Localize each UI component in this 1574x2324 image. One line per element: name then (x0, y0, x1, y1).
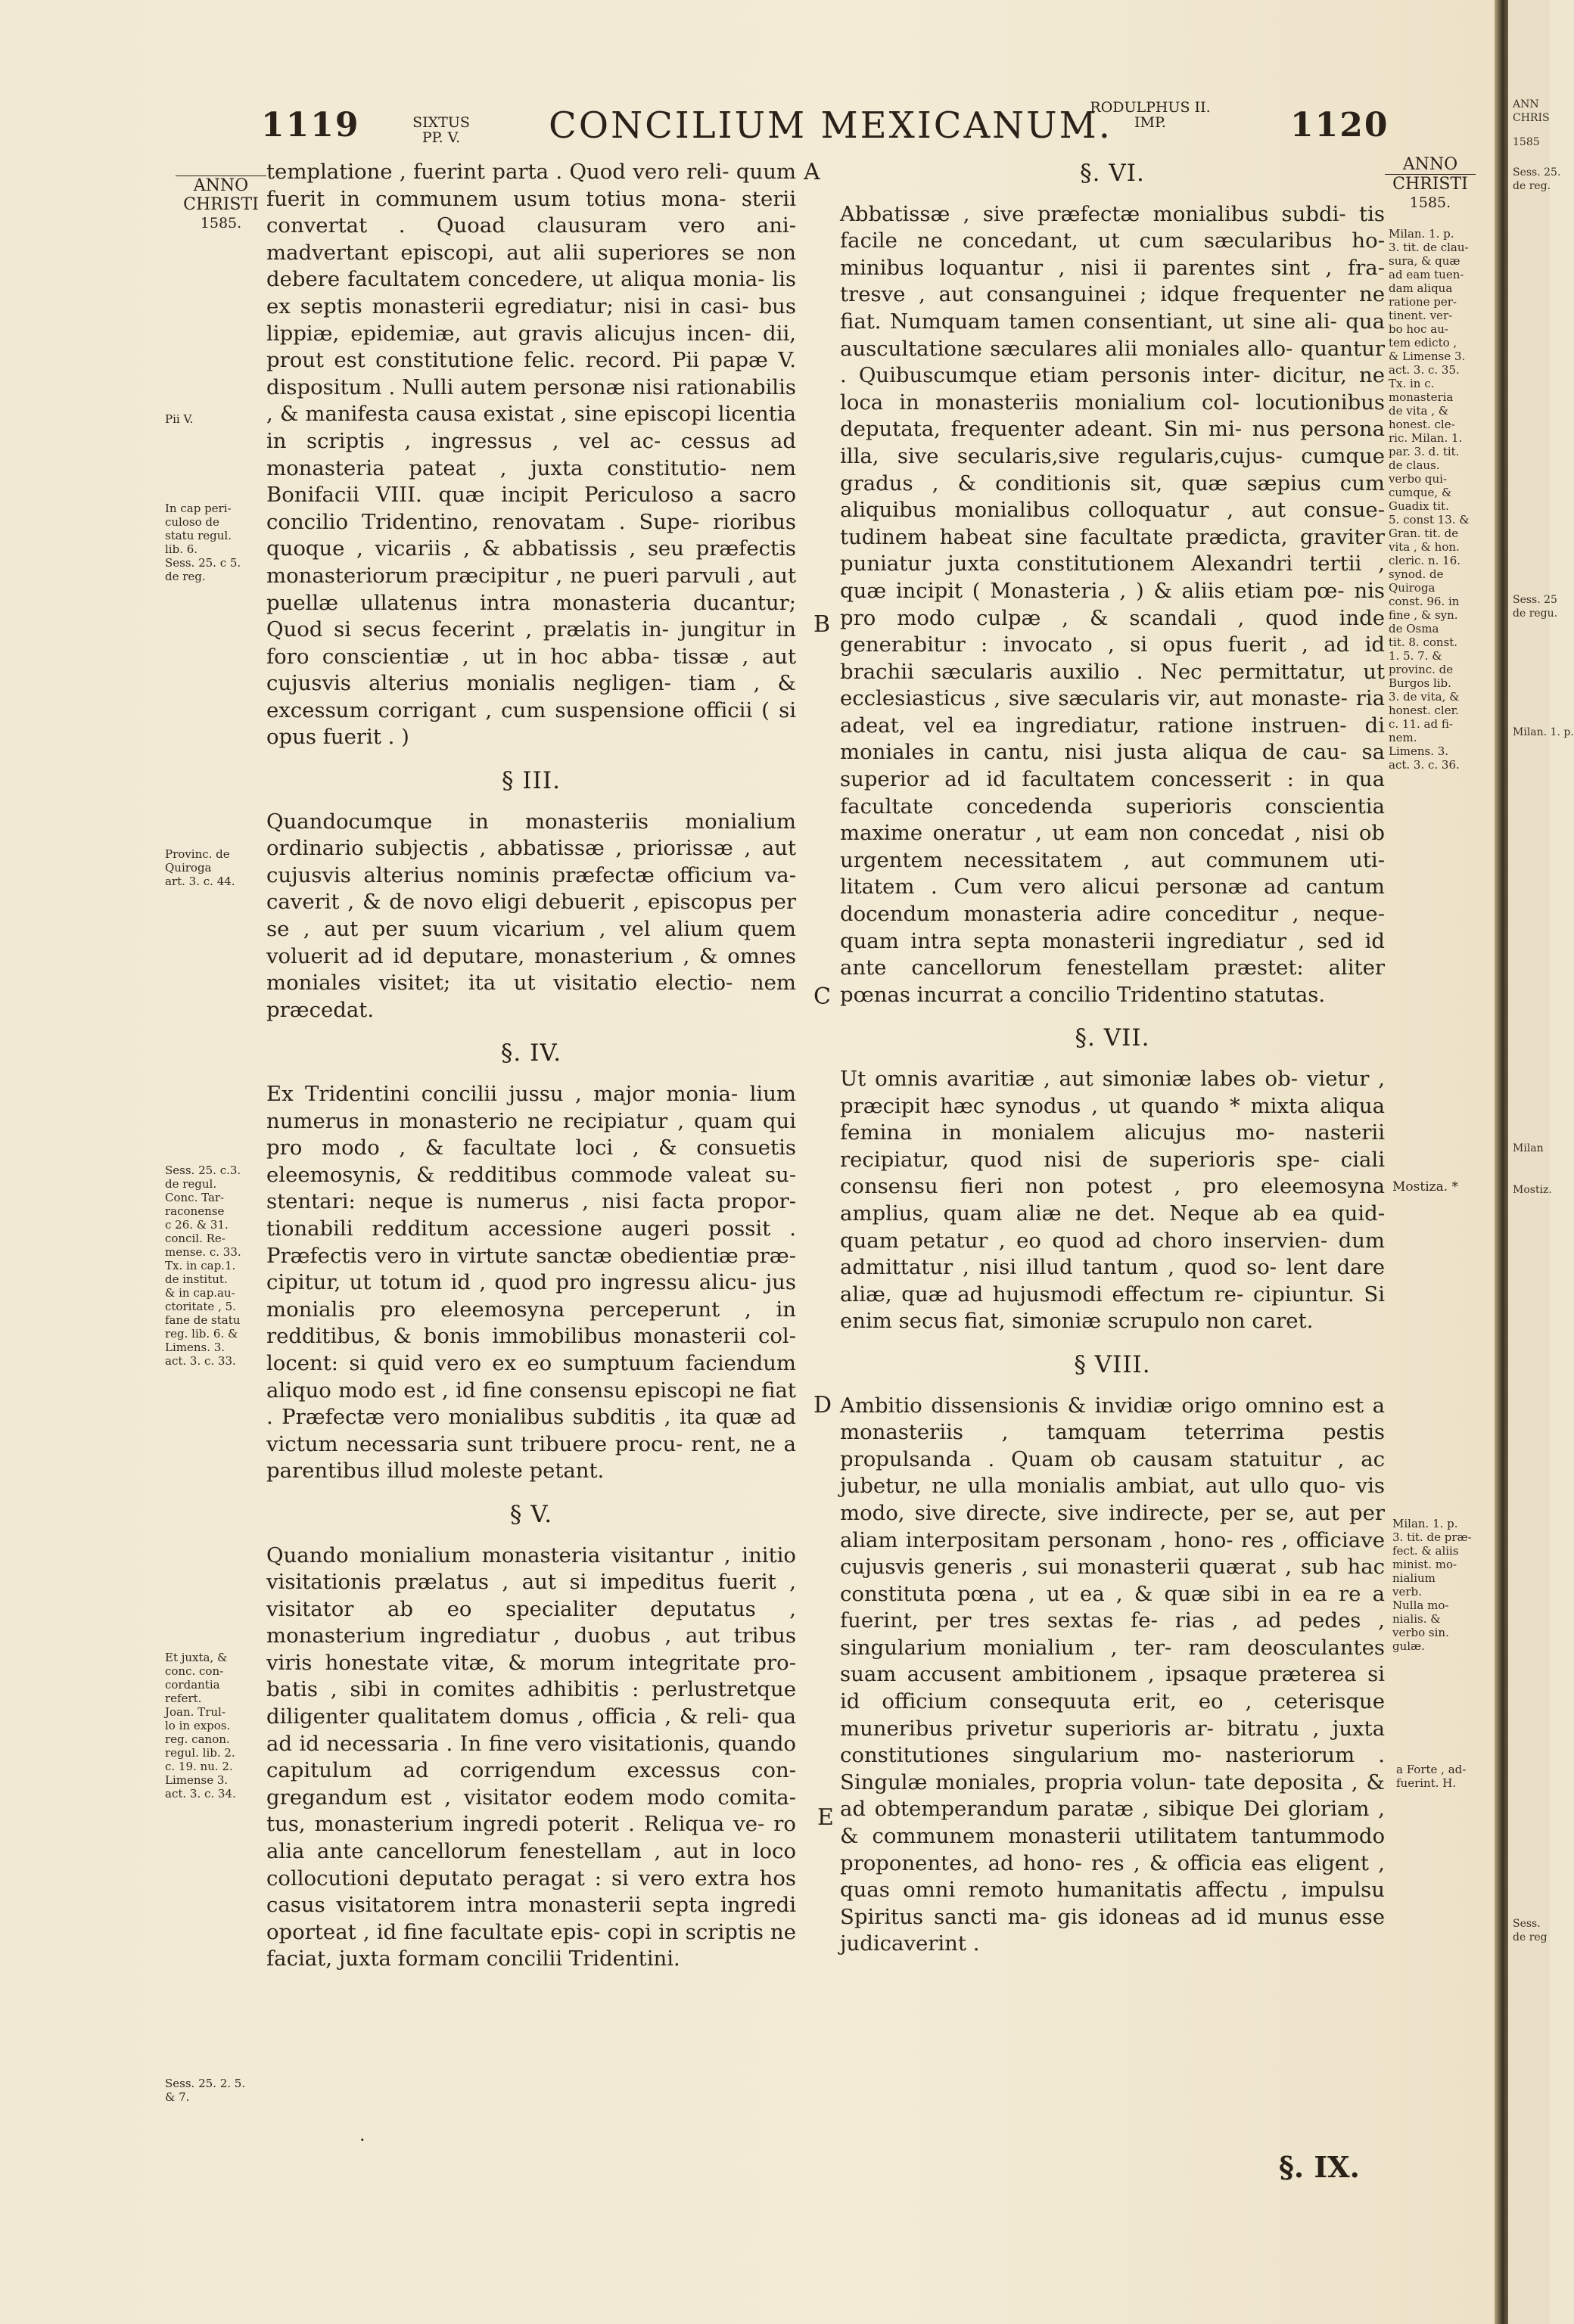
paragraph-continued: templatione , fuerint parta . Quod vero reli- quum fuerit in communem usum totius mona- sterii convertat . Quoad clausuram vero ani- madvertant episcopi, aut alii superiores se non debere facultatem concedere, ut aliqua monia- lis ex septis monasterii egrediatur; nisi in casi- bus lippiæ, epidemiæ, aut gravis alicujus incen- dii, prout est constitutione felic. record. Pii papæ V. dispositum . Nulli autem personæ nisi rationabilis , & manifesta causa existat , sine episcopi licentia in scriptis , ingressus , vel ac- cessus ad monasteria pateat , juxta constitutio- nem Bonifacii VIII. quæ incipit Periculoso a sacro concilio Tridentino, renovatam . Supe- rioribus quoque , vicariis , & abbatissis , seu præfectis monasteriorum præcipitur , ne pueri parvuli , aut puellæ ullatenus intra monasteria ducantur; Quod si secus fecerint , prælatis in- jungitur in foro conscientiæ , ut in hoc abba- tissæ , aut cujusvis alterius monialis negligen- tiam , & excessum corrigant , cum suspensione officii ( si opus fuerit . ) (266, 160, 796, 750)
section-iv-text: Ex Tridentini concilii jussu , major monia- lium numerus in monasterio ne recipiatur , quam qui pro modo , & facultate loci , & consuetis eleemosynis, & redditibus commode valeat su- stentari: neque is numerus , nisi facta propor- tionabili redditum accessione augeri possit . Præfectis vero in virtute sanctæ obedientiæ præ- cipitur, ut totum id , quod pro ingressu alicu- jus monialis pro eleemosyna perceperunt , in redditibus, & bonis immobilibus monasterii col- locent: si quid vero ex eo sumptuum faciendum aliquo modo est , id fine consensu episcopi ne fiat . Præfectæ vero monialibus subditis , ita quæ ad victum necessaria sunt tribuere procu- rent, ne a parentibus illud moleste petant. (266, 1082, 796, 1484)
margin-note-right-2: Mostiza. * (1392, 1179, 1459, 1195)
facing-line: Milan. 1. p. (1513, 726, 1574, 738)
anno-christi-left (176, 176, 266, 233)
section-iii-text: Quandocumque in monasteriis monialium ordinario subjectis , abbatissæ , priorissæ , aut cujusvis alterius nominis præfectæ officium va- caverit , & de novo eligi debuerit , episcopus per se , aut per suum vicarium , vel alium quem voluerit ad id deputare, monasterium , & omnes moniales visitet; ita ut visitatio electio- nem præcedat. (266, 809, 796, 1022)
section-vi-text: Abbatissæ , sive præfectæ monialibus subdi- tis facile ne concedant, ut cum sæcularibus ho- minibus loquantur , nisi ii parentes sint , fra- tresve , aut consanguinei ; idque frequenter ne fiat. Numquam tamen consentiant, ut sine ali- qua auscultatione sæculares alii moniales allo- quantur . Quibuscumque etiam personis inter- dicitur, ne loca in monasteriis monialium col- locutionibus deputata, frequenter adeant. Sin mi- nus persona illa, sive secularis,sive regularis,cujus- cumque gradus , & conditionis sit, quæ sæpius cum aliquibus monialibus colloquatur , aut consue- tudinem habeat sine facultate prædicta, graviter puniatur juxta constitutionem Alexandri tertii , quæ incipit ( Monasteria , ) & aliis etiam pœ- nis pro modo culpæ , & scandali , quod inde generabitur : invocato , si opus fuerit , ad id brachii sæcularis auxilio . Nec permittatur, ut ecclesiasticus , sive sæcularis vir, aut monaste- ria adeat, vel ea ingrediatur, ratione instruen- di moniales in cantu, nisi justa aliqua de cau- sa superior ad id facultatem concesserit : in qua facultate concedenda superioris conscientia maxime oneratur , ut eam non concedat , nisi ob urgentem necessitatem , aut communem uti- litatem . Cum vero alicui personæ ad cantum docendum monasteria adire conceditur , neque- quam intra septa monasterii ingrediatur , sed id ante cancellorum fenestellam præstet: aliter pœnas incurrat a concilio Tridentino statutas. (840, 201, 1385, 1007)
section-viii-text: Ambitio dissensionis & invidiæ origo omnino est a monasteriis , tamquam teterrima pestis propulsanda . Quam ob causam statuitur , ac jubetur, ne ulla monialis ambiat, aut ullo quo- vis modo, sive directe, sive indirecte, per se, aut per aliam interpositam personam , hono- res , officiave cujusvis generis , sui monasterii quærat , sub hac constituta pœna , ut ea , & quæ sibi in ea re a fuerint, per tres sextas fe- rias , ad pedes , singularium monialium , ter- ram deosculantes suam accusent ambitionem , ipsaque præterea si id officium consequuta erit, eo , ceterisque muneribus privetur superioris ar- bitratu , juxta constitutiones singularium mo- nasteriorum . Singulæ moniales, propria volun- tate deposita , & ad obtemperandum paratæ , sibique Dei gloriam , & communem monasterii utilitatem tantummodo proponentes, ad hono- res , & officia eas eligent , quas omni remoto humanitatis affectu , impulsu Spiritus sancti ma- gis idoneas ad id munus esse judicaverint . (840, 1393, 1385, 1956)
facing-line: Sess. (1513, 1918, 1541, 1930)
column-letter-c: C (813, 983, 831, 1010)
anno-christi-right (1385, 155, 1476, 213)
section-heading-iv: §. IV. (500, 1039, 562, 1067)
christi-label: CHRISTI (1385, 174, 1476, 194)
margin-note-left-6: Sess. 25. 2. 5. & 7. (165, 2077, 246, 2104)
facing-line: 1585 (1513, 136, 1540, 148)
right-column (840, 160, 1385, 1958)
footer-dot: · (359, 2130, 366, 2151)
section-heading-iii: § III. (502, 767, 561, 795)
facing-line: ANN (1513, 98, 1539, 110)
margin-note-left-3: Provinc. de Quiroga art. 3. c. 44. (165, 847, 235, 888)
section-heading-vii: §. VII. (1075, 1024, 1150, 1052)
facing-line: Mostiz. (1513, 1184, 1552, 1196)
section-vii-text: Ut omnis avaritiæ , aut simoniæ labes ob- vietur , præcipit hæc synodus , ut quando * mixta aliqua femina in monialem alicujus mo- nasterii recipiatur, quod nisi de superioris spe- ciali consensu fieri non potest , pro eleemosyna amplius, quam aliæ ne det. Neque ab ea quid- quam petatur , eo quod ad choro inservien- dum admittatur , nisi illud tantum , quod so- lent dare aliæ, quæ ad hujusmodi effectum re- cipiuntur. Si enim secus fiat, simoniæ scrupulo non caret. (840, 1067, 1385, 1334)
header-pp: PP. V. (421, 129, 461, 146)
anno-year: 1585. (1409, 194, 1451, 211)
margin-note-left-2: In cap peri- culoso de statu regul. lib. 6. Sess. 25. c 5. de reg. (165, 502, 241, 583)
header-rodulphus: RODULPHUS II. (1090, 99, 1211, 116)
header-emperor (1086, 100, 1215, 130)
header-sixtus: SIXTUS (412, 114, 470, 131)
column-letter-d: D (813, 1392, 832, 1418)
book-gutter (1495, 0, 1508, 2324)
page-number-right: 1120 (1290, 106, 1389, 144)
facing-line: Sess. 25 (1513, 594, 1557, 606)
facing-line: de regu. (1513, 607, 1558, 620)
facing-line: CHRIS (1513, 112, 1550, 124)
column-letter-b: B (813, 611, 831, 638)
facing-line: de reg (1513, 1931, 1548, 1943)
margin-note-left-1: Pii V. (165, 412, 194, 426)
anno-label: ANNO (176, 176, 266, 195)
running-title: CONCILIUM MEXICANUM. (549, 104, 1113, 147)
christi-label: CHRISTI (183, 195, 259, 214)
margin-note-left-4: Sess. 25. c.3. de regul. Conc. Tar- raconense c 26. & 31. concil. Re- mense. c. 33. Tx. in cap.1. de institut. & in cap.au- ctoritate , 5. fane de statu reg. lib. 6. & Limens. 3. act. 3. c. 33. (165, 1164, 241, 1368)
column-letter-e: E (817, 1804, 834, 1831)
facing-line: Sess. 25. (1513, 166, 1561, 179)
section-v-text: Quando monialium monasteria visitantur , initio visitationis prælatus , aut si impeditus fuerit , visitator ab eo specialiter deputatus , monasterium ingrediatur , duobus , aut tribus viris honestate vitæ, & morum integritate pro- batis , sibi in comites adhibitis : perlustretque diligenter qualitatem domus , officia , & reli- qua ad id necessaria . In fine vero visitationis, quando capitulum ad corrigendum excessus con- gregandum est , visitator eodem modo comita- tus, monasterium ingredi poterit . Reliqua ve- ro alia ante cancellorum fenestellam , aut in loco collocutioni deputato peragat : si vero extra hos casus visitatorem intra monasterii septa ingredi oporteat , id fine facultate epis- copi in scriptis ne faciat, juxta formam concilii Tridentini. (266, 1543, 796, 1971)
column-letter-a: A (804, 159, 820, 185)
facing-line: de reg. (1513, 180, 1551, 192)
anno-year: 1585. (200, 215, 242, 231)
section-heading-v: § V. (509, 1500, 553, 1528)
left-column (266, 159, 796, 1973)
section-heading-viii: § VIII. (1074, 1350, 1151, 1378)
section-heading-vi: §. VI. (1080, 160, 1145, 187)
margin-note-right-4: a Forte , ad- fuerint. H. (1396, 1763, 1467, 1790)
header-imp: IMP. (1134, 114, 1166, 131)
margin-note-right-1: Milan. 1. p. 3. tit. de clau- sura, & quæ ad eam tuen- dam aliqua ratione per- tinent. ver- bo hoc au- tem edicto , & Limense 3. act. 3. c. 35. Tx. in c. monasteria de vita , & honest. cle- ric. Milan. 1. par. 3. d. tit. de claus. verbo qui- cumque, & Guadix tit. 5. const 13. & Gran. tit. de vita , & hon. cleric. n. 16. synod. de Quiroga const. 96. in fine , & syn. de Osma tit. 8. const. 1. 5. 7. & provinc. de Burgos lib. 3. de vita, & honest. cler. c. 11. ad fi- nem. Limens. 3. act. 3. c. 36. (1389, 227, 1470, 772)
facing-page-edge (1508, 0, 1574, 2324)
facing-line: Milan (1513, 1142, 1544, 1154)
header-pope (400, 115, 483, 145)
catchword: §. IX. (1279, 2150, 1360, 2184)
anno-label: ANNO (1402, 155, 1458, 174)
margin-note-right-3: Milan. 1. p. 3. tit. de præ- fect. & aliis minist. mo- nialium verb. Nulla mo- nialis. & verbo sin. gulæ. (1392, 1517, 1472, 1653)
page-number-left: 1119 (261, 106, 360, 144)
margin-note-left-5: Et juxta, & conc. con- cordantia refert. Joan. Trul- lo in expos. reg. canon. regul. lib. 2. c. 19. nu. 2. Limense 3. act. 3. c. 34. (165, 1651, 236, 1800)
